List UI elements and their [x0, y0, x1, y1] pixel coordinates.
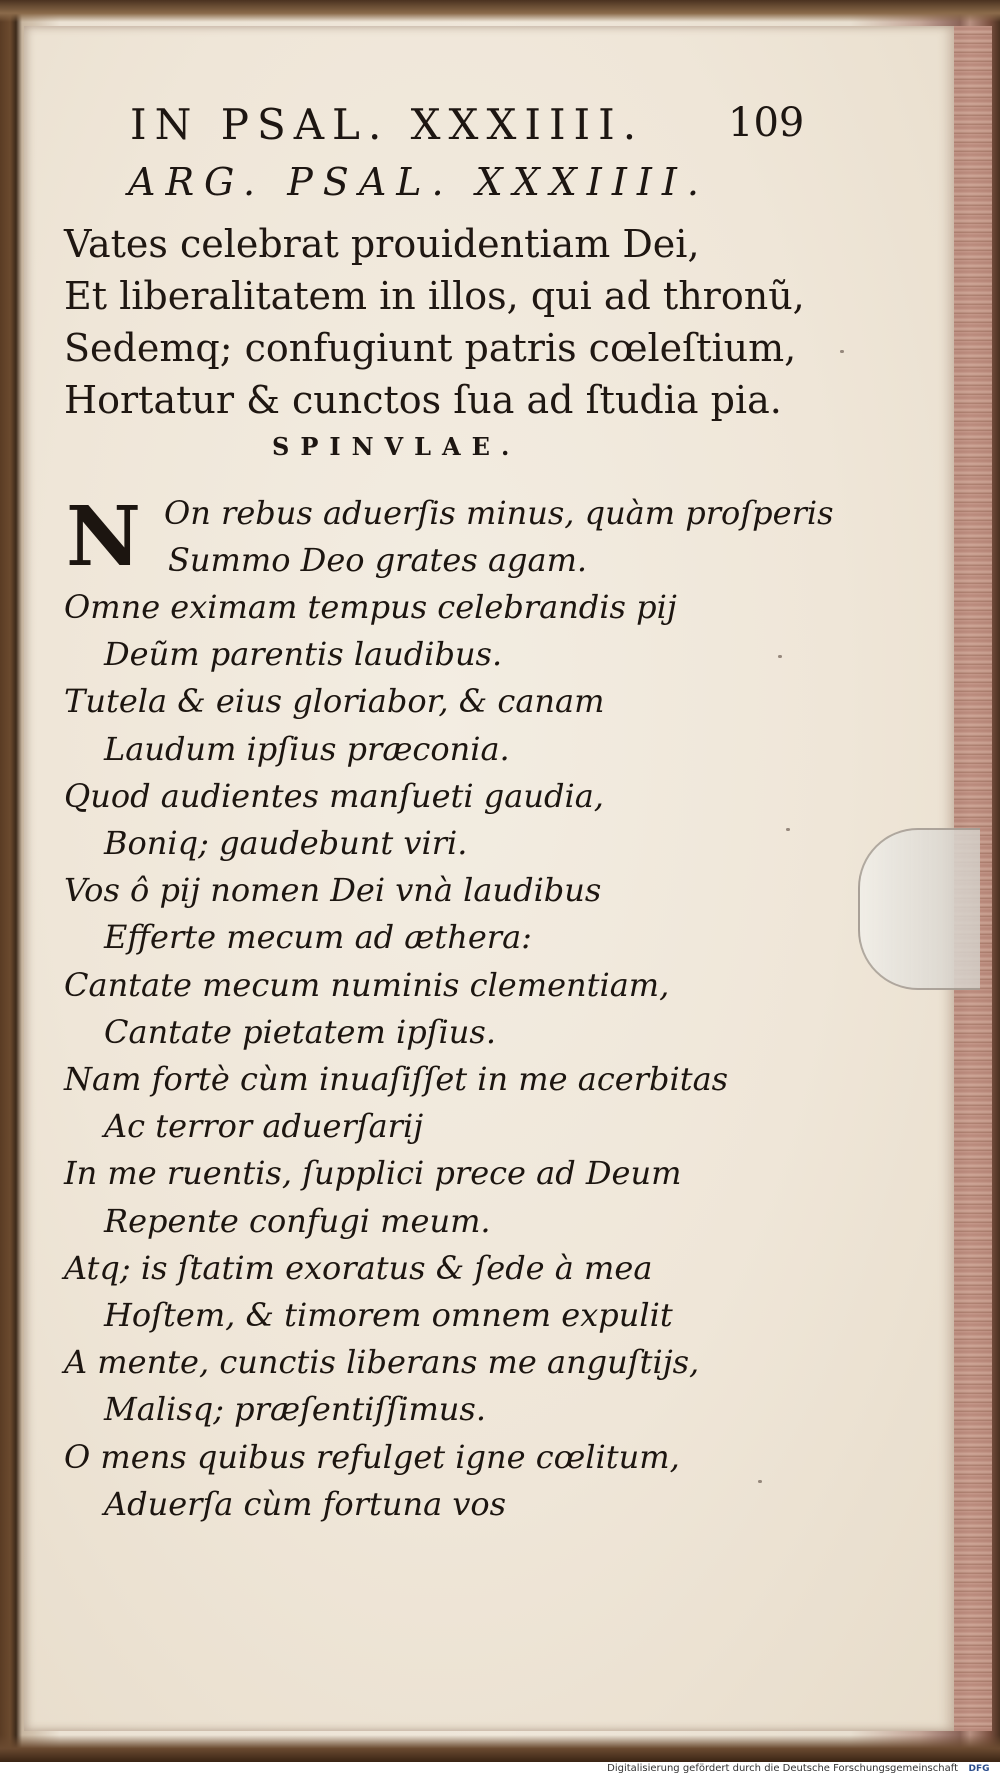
poem-line: Cantate mecum numinis clementiam,: [64, 965, 670, 1004]
argument-line: Hortatur & cunctos ſua ad ſtudia pia.: [64, 378, 782, 422]
dfg-logo: DFG: [968, 1764, 990, 1774]
poem-opening: [164, 490, 844, 584]
paper-speck: [778, 655, 782, 658]
poem-line: Quod audientes manſueti gaudia,: [64, 776, 604, 815]
page-clip: [858, 828, 980, 990]
poem-line: Omne eximam tempus celebrandis pij: [64, 588, 677, 626]
book-top-edge: [0, 0, 1000, 22]
poem-line: Ac terror aduerſarij: [104, 1107, 424, 1146]
poem-line: O mens quibus refulget igne cœlitum,: [64, 1437, 680, 1476]
poem-line: Efferte mecum ad æthera:: [104, 918, 532, 957]
funding-credit: Digitalisierung gefördert durch die Deutsche Forschungsgemeinschaft: [607, 1763, 958, 1774]
poem-line: Deũm parentis laudibus.: [104, 635, 503, 674]
argument-line: Et liberalitatem in illos, qui ad thronũ,: [64, 274, 805, 318]
poem-line: On rebus aduerſis minus, quàm proſperis: [164, 494, 834, 532]
argument-heading: ARG. PSAL. XXXIIII.: [128, 160, 709, 204]
paper-speck: [786, 828, 790, 831]
poem-line: Aduerſa cùm fortuna vos: [104, 1484, 507, 1523]
poem-line: Tutela & eius gloriabor, & canam: [64, 682, 605, 721]
poem-line: Laudum ipſius præconia.: [104, 729, 510, 768]
paper-speck: [758, 1480, 762, 1483]
running-head: IN PSAL. XXXIIII.: [130, 100, 645, 149]
book-bottom-edge: [0, 1735, 1000, 1762]
poem-line: Atq; is ſtatim exoratus & ſede à mea: [64, 1248, 653, 1287]
paper-speck: [840, 350, 844, 353]
poem-line: Malisq; præſentiſſimus.: [104, 1390, 486, 1429]
poem-line: Vos ô pij nomen Dei vnà laudibus: [64, 871, 602, 910]
poem-line: Summo Deo grates agam.: [168, 541, 588, 580]
poem-line: Cantate pietatem ipſius.: [104, 1012, 496, 1051]
poem-line: Hoſtem, & timorem omnem expulit: [104, 1296, 673, 1335]
poem-line: In me ruentis, ſupplici prece ad Deum: [64, 1154, 682, 1193]
poem-line: Nam fortè cùm inuaſiſſet in me acerbitas: [64, 1060, 729, 1099]
section-heading: SPINVLAE.: [272, 432, 521, 461]
page-number: 109: [728, 100, 805, 146]
argument-line: Vates celebrat prouidentiam Dei,: [64, 222, 700, 266]
poem-line: Repente confugi meum.: [104, 1201, 491, 1240]
drop-capital: N: [66, 489, 141, 585]
argument-line: Sedemq; confugiunt patris cœleſtium,: [64, 326, 797, 370]
poem-body: [64, 584, 854, 1528]
poem-line: Boniq; gaudebunt viri.: [104, 824, 468, 863]
argument-block: [64, 218, 834, 426]
poem-line: A mente, cunctis liberans me anguſtijs,: [64, 1343, 700, 1382]
